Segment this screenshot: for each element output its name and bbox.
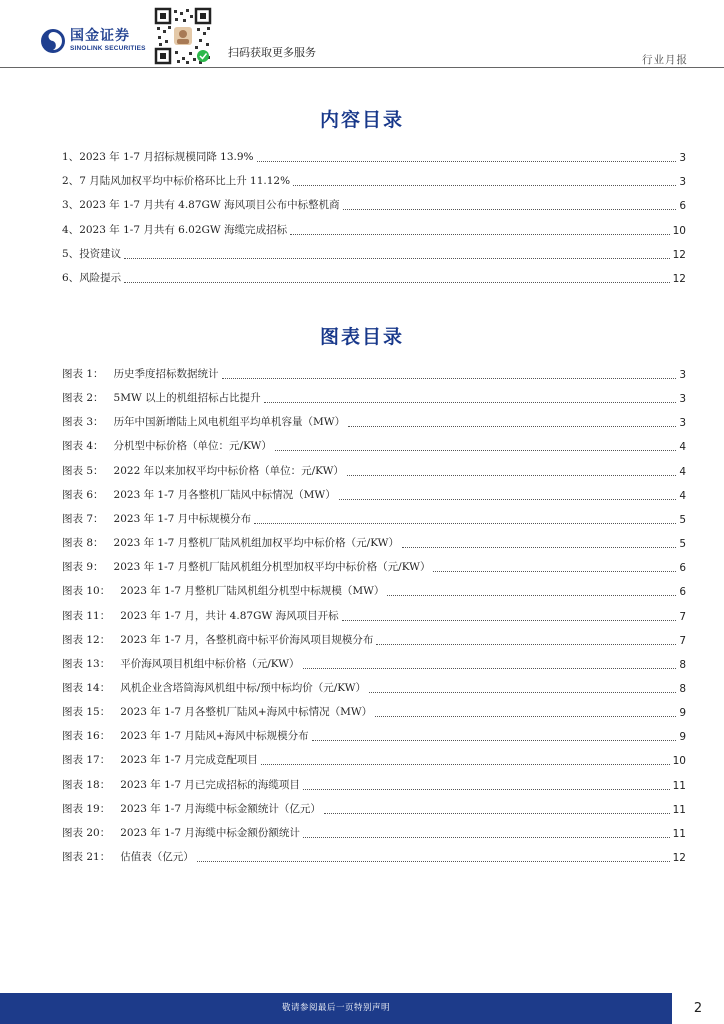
logo-mark-icon (40, 28, 66, 54)
figure-item-page: 11 (672, 803, 686, 816)
contents-item-title: 风险提示 (79, 272, 122, 284)
figure-item-page: 5 (679, 513, 686, 526)
figure-item-title: 2023 年 1-7 月各整机厂陆风中标情况（MW） (113, 488, 336, 501)
figure-item-number: 图表 17： (62, 754, 111, 767)
header-divider (0, 67, 724, 68)
figures-title: 图表目录 (319, 326, 404, 348)
figure-item-number: 图表 11： (62, 609, 111, 622)
dot-leader (324, 812, 670, 814)
contents-item-number: 5、 (62, 247, 80, 260)
figure-item-page: 3 (679, 393, 686, 406)
page-header (0, 0, 724, 68)
figure-item-page: 10 (672, 755, 686, 768)
figure-item-number: 图表 20： (62, 826, 111, 839)
dot-leader (303, 667, 677, 669)
figure-item-page: 9 (679, 731, 686, 744)
dot-leader (339, 498, 677, 500)
figure-item[interactable] (62, 464, 686, 478)
dot-leader (290, 233, 670, 235)
figure-item[interactable] (62, 560, 686, 574)
figure-item-page: 11 (672, 827, 686, 840)
page-number: 2 (693, 1001, 703, 1016)
qr-caption: 扫码获取更多服务 (228, 46, 316, 59)
figure-item-number: 图表 8： (62, 537, 104, 550)
dot-leader (375, 715, 676, 717)
figure-item-title: 2023 年 1-7 月整机厂陆风机组加权平均中标价格（元/KW） (113, 537, 399, 550)
contents-item-number: 3、 (62, 199, 80, 212)
figure-item-title: 2023 年 1-7 月，共计 4.87GW 海风项目开标 (120, 609, 339, 622)
figure-item[interactable] (62, 415, 686, 429)
figure-item-title: 2023 年 1-7 月陆风+海风中标规模分布 (120, 730, 309, 743)
dot-leader (342, 619, 677, 621)
contents-item[interactable] (62, 198, 686, 212)
figure-item-number: 图表 9： (62, 561, 104, 574)
contents-item-number: 4、 (62, 223, 80, 236)
dot-leader (347, 474, 676, 476)
dot-leader (293, 184, 676, 186)
contents-item-number: 6、 (62, 272, 80, 284)
dot-leader (254, 522, 676, 524)
contents-item-title: 2023 年 1-7 月共有 4.87GW 海风项目公布中标整机商 (79, 199, 340, 212)
figure-item[interactable] (62, 633, 686, 647)
figure-item-title: 2023 年 1-7 月整机厂陆风机组分机型中标规模（MW） (120, 585, 385, 598)
figure-item-number: 图表 2： (62, 392, 104, 405)
dot-leader (369, 691, 676, 693)
figure-item[interactable] (62, 391, 686, 405)
figure-item-page: 7 (679, 610, 686, 623)
dot-leader (376, 643, 676, 645)
document-type-label: 行业月报 (642, 54, 688, 66)
contents-item-page: 12 (672, 273, 686, 285)
figure-item[interactable] (62, 488, 686, 502)
figure-item-number: 图表 12： (62, 633, 111, 646)
dot-leader (343, 208, 677, 210)
figure-item-title: 风机企业含塔筒海风机组中标/预中标均价（元/KW） (120, 681, 367, 694)
dot-leader (433, 570, 676, 572)
contents-title: 内容目录 (319, 109, 404, 131)
figure-item-title: 历史季度招标数据统计 (113, 368, 219, 380)
dot-leader (387, 594, 676, 596)
dot-leader (312, 739, 677, 741)
figure-item-page: 4 (679, 441, 686, 454)
figure-item[interactable] (62, 850, 686, 864)
figure-item-number: 图表 18： (62, 778, 111, 791)
figure-item[interactable] (62, 753, 686, 767)
contents-item-page: 3 (679, 176, 686, 189)
dot-leader (264, 401, 677, 403)
figure-item-page: 5 (679, 538, 686, 551)
dot-leader (303, 836, 670, 838)
figure-item-title: 估值表（亿元） (120, 851, 194, 863)
contents-item[interactable] (62, 247, 686, 261)
figure-item[interactable] (62, 826, 686, 840)
figure-item-number: 图表 14： (62, 681, 111, 694)
dot-leader (303, 788, 670, 790)
figure-item-number: 图表 21： (62, 851, 111, 863)
contents-item[interactable] (62, 271, 686, 285)
logo-name-cn: 国金证券 (70, 28, 130, 45)
figure-item[interactable] (62, 657, 686, 671)
figure-item-page: 6 (679, 562, 686, 575)
figure-item-title: 2023 年 1-7 月，各整机商中标平价海风项目规模分布 (120, 633, 374, 646)
figure-item-page: 8 (679, 658, 686, 671)
figure-item[interactable] (62, 681, 686, 695)
dot-leader (124, 281, 669, 283)
figure-item-page: 9 (679, 707, 686, 720)
logo-name-en: SINOLINK SECURITIES (70, 45, 146, 53)
figure-item-title: 2023 年 1-7 月海缆中标金额份额统计 (120, 826, 300, 839)
figure-item-number: 图表 10： (62, 585, 111, 598)
figure-item-title: 历年中国新增陆上风电机组平均单机容量（MW） (113, 416, 346, 429)
figure-item-number: 图表 1： (62, 368, 104, 380)
figure-item-number: 图表 5： (62, 464, 104, 477)
figure-item-number: 图表 7： (62, 512, 104, 525)
contents-item-title: 投资建议 (79, 247, 122, 260)
figure-item-number: 图表 19： (62, 802, 111, 815)
contents-item-title: 2023 年 1-7 月共有 6.02GW 海缆完成招标 (79, 223, 288, 236)
figure-item-page: 8 (679, 682, 686, 695)
figure-item-page: 6 (679, 586, 686, 599)
figure-item[interactable] (62, 778, 686, 792)
figure-item-title: 2023 年 1-7 月完成竞配项目 (120, 754, 258, 767)
contents-item-page: 6 (679, 200, 686, 213)
figure-item-title: 2023 年 1-7 月各整机厂陆风+海风中标情况（MW） (120, 706, 373, 719)
figure-item-title: 分机型中标价格（单位：元/KW） (113, 440, 272, 453)
dot-leader (257, 160, 677, 162)
figure-item-page: 3 (679, 417, 686, 430)
qr-code-icon[interactable] (153, 6, 213, 66)
figure-item-number: 图表 6： (62, 488, 104, 501)
company-logo (40, 28, 146, 54)
dot-leader (197, 860, 670, 862)
dot-leader (348, 425, 676, 427)
figure-item-number: 图表 3： (62, 416, 104, 429)
figure-item[interactable] (62, 705, 686, 719)
figure-item[interactable] (62, 802, 686, 816)
figure-item-title: 2023 年 1-7 月海缆中标金额统计（亿元） (120, 802, 321, 815)
contents-item-number: 1、 (62, 151, 80, 163)
figure-item-page: 3 (679, 369, 686, 381)
dot-leader (124, 257, 669, 259)
contents-item[interactable] (62, 223, 686, 237)
figure-item-page: 4 (679, 489, 686, 502)
contents-item-title: 7 月陆风加权平均中标价格环比上升 11.12% (79, 175, 291, 188)
figure-item-page: 4 (679, 465, 686, 478)
figure-item-title: 2023 年 1-7 月中标规模分布 (113, 512, 252, 525)
contents-item-number: 2、 (62, 175, 80, 188)
contents-item-title: 2023 年 1-7 月招标规模同降 13.9% (79, 151, 254, 163)
figure-item-number: 图表 16： (62, 730, 111, 743)
dot-leader (275, 449, 676, 451)
figure-item-title: 2023 年 1-7 月整机厂陆风机组分机型加权平均中标价格（元/KW） (113, 561, 431, 574)
contents-item[interactable] (62, 174, 686, 188)
contents-item[interactable] (62, 150, 686, 164)
figure-item-title: 平价海风项目机组中标价格（元/KW） (120, 657, 300, 670)
figure-item[interactable] (62, 512, 686, 526)
figure-item-number: 图表 13： (62, 657, 111, 670)
figure-item-number: 图表 4： (62, 440, 104, 453)
figure-item[interactable] (62, 367, 686, 381)
contents-item-page: 3 (679, 152, 686, 164)
contents-item-page: 10 (672, 224, 686, 237)
figure-item-title: 2023 年 1-7 月已完成招标的海缆项目 (120, 778, 300, 791)
figure-item[interactable] (62, 536, 686, 550)
figure-item[interactable] (62, 584, 686, 598)
figure-item-number: 图表 15： (62, 706, 111, 719)
dot-leader (222, 377, 677, 379)
contents-item-page: 12 (672, 248, 686, 261)
figure-item-page: 12 (672, 852, 686, 864)
footer-disclaimer[interactable]: 敬请参阅最后一页特别声明 (281, 1003, 390, 1013)
figure-item-title: 2022 年以来加权平均中标价格（单位：元/KW） (113, 464, 344, 477)
figure-item-title: 5MW 以上的机组招标占比提升 (113, 392, 261, 405)
dot-leader (402, 546, 676, 548)
figure-item[interactable] (62, 609, 686, 623)
figure-item[interactable] (62, 439, 686, 453)
figure-item-page: 11 (672, 779, 686, 792)
figure-item[interactable] (62, 729, 686, 743)
figure-item-page: 7 (679, 634, 686, 647)
dot-leader (261, 763, 670, 765)
